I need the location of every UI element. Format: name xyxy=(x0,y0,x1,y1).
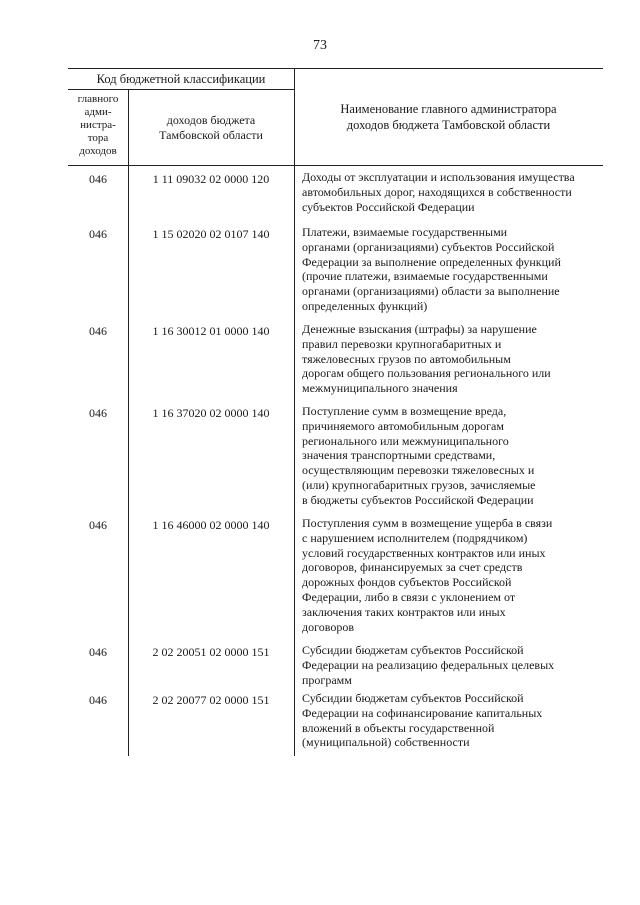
income-name: Поступление сумм в возмещение вреда, причиняемого автомобильным дорогам регионального или межмуниципального значения транспортными средствами, осуществляющим перевозки тяжеловесных и (или) крупногабаритных грузов, зачисляемые в бюджеты субъектов Российской Федерации xyxy=(302,404,536,507)
income-code: 1 16 37020 02 0000 140 xyxy=(152,406,270,420)
income-name: Денежные взыскания (штрафы) за нарушение правил перевозки крупногабаритных и тяжеловесных грузов по автомобильным дорогам общего пользования регионального или межмуниципального значения xyxy=(302,322,551,396)
income-code: 1 11 09032 02 0000 120 xyxy=(152,172,270,186)
income-name: Доходы от эксплуатации и использования имущества автомобильных дорог, находящихся в собственности субъектов Российской Федерации xyxy=(302,170,575,214)
header-income-column: доходов бюджета Тамбовской области xyxy=(159,113,263,142)
page-number: 73 xyxy=(313,38,327,53)
body-divider-1 xyxy=(128,166,129,756)
table-body xyxy=(68,166,603,756)
admin-code: 046 xyxy=(89,518,107,532)
income-name: Субсидии бюджетам субъектов Российской Федерации на реализацию федеральных целевых программ xyxy=(302,643,555,687)
table-header xyxy=(68,68,603,166)
admin-code: 046 xyxy=(89,406,107,420)
admin-code: 046 xyxy=(89,324,107,338)
income-code: 1 16 46000 02 0000 140 xyxy=(152,518,270,532)
admin-code: 046 xyxy=(89,645,107,659)
income-code: 2 02 20051 02 0000 151 xyxy=(152,645,270,659)
income-name: Платежи, взимаемые государственными органами (организациями) субъектов Российской Федерации за выполнение определенных функций (прочие платежи, взимаемые государственными органами (организациями) области за выполнение определенных функций) xyxy=(302,225,561,313)
header-name-column: Наименование главного администратора доходов бюджета Тамбовской области xyxy=(340,102,557,132)
admin-code: 046 xyxy=(89,693,107,707)
income-code: 1 15 02020 02 0107 140 xyxy=(152,227,270,241)
body-divider-2 xyxy=(294,166,295,756)
income-code: 1 16 30012 01 0000 140 xyxy=(152,324,270,338)
income-code: 2 02 20077 02 0000 151 xyxy=(152,693,270,707)
header-group-title: Код бюджетной классификации xyxy=(68,69,294,90)
admin-code: 046 xyxy=(89,172,107,186)
income-name: Субсидии бюджетам субъектов Российской Федерации на софинансирование капитальных вложений в объекты государственной (муниципальной) собственности xyxy=(302,691,543,750)
budget-classification-table xyxy=(68,68,603,756)
admin-code: 046 xyxy=(89,227,107,241)
header-admin-column: главного адми- нистра- тора доходов xyxy=(77,93,119,157)
income-name: Поступления сумм в возмещение ущерба в связи с нарушением исполнителем (подрядчиком) условий государственных контрактов или иных договоров, финансируемых за счет средств дорожных фондов субъектов Российской Федерации, либо в связи с уклонением от заключения таких контрактов или иных договоров xyxy=(302,516,553,634)
